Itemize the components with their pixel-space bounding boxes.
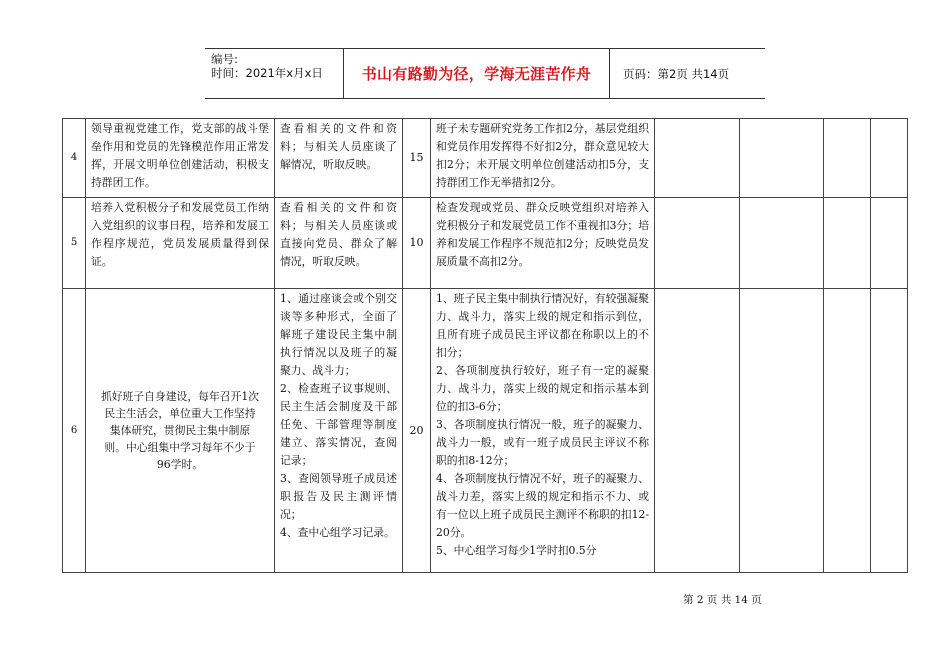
criteria-item: 4、各项制度执行情况不好，班子的凝聚力、战斗力差，落实上级的规定和指示不力、或有一位以上班子成员民主测评不称职的扣12-20分。: [436, 472, 649, 539]
header-motto: 书山有路勤为径，学海无涯苦作舟: [343, 49, 610, 98]
header-meta: [205, 49, 342, 98]
assessment-method: 查看相关的文件和资料；与相关人员座谈了解情况，听取反映。: [275, 119, 403, 198]
content-line: 集体研究，贯彻民主集中制原: [109, 424, 251, 437]
assessment-table: [62, 118, 908, 573]
criteria-item: 2、各项制度执行较好，班子有一定的凝聚力、战斗力，落实上级的规定和指示基本到位的扣3-6分；: [436, 364, 649, 413]
assessment-content: [86, 289, 275, 573]
row-number: 6: [63, 289, 86, 573]
assessment-content: 培养入党积极分子和发展党员工作纳入党组织的议事日程，培养和发展工作程序规范，党员发展质量得到保证。: [86, 198, 275, 289]
blank-cell: [824, 119, 871, 198]
blank-cell: [871, 289, 908, 573]
content-line: 抓好班子自身建设，每年召开1次: [100, 390, 260, 403]
assessment-method: 查看相关的文件和资料；与相关人员座谈或直接向党员、群众了解情况，听取反映。: [275, 198, 403, 289]
content-line: 96学时。: [156, 458, 204, 471]
blank-cell: [740, 289, 824, 573]
blank-cell: [740, 119, 824, 198]
score-value: 10: [403, 198, 431, 289]
assessment-method: [275, 289, 403, 573]
content-line: 民主生活会，单位重大工作坚持: [104, 407, 256, 420]
scoring-criteria: 班子未专题研究党务工作扣2分，基层党组织和党员作用发挥得不好扣2分，群众意见较大扣2分；未开展文明单位创建活动扣5分，支持群团工作无举措扣2分。: [431, 119, 655, 198]
method-item: 2、检查班子议事规则、民主生活会制度及干部任免、干部管理等制度建立、落实情况，查阅记录；: [280, 382, 397, 467]
scoring-criteria: [431, 289, 655, 573]
blank-cell: [740, 198, 824, 289]
criteria-item: 3、各项制度执行情况一般，班子的凝聚力、战斗力一般，或有一班子成员民主评议不称职的扣8-12分；: [436, 418, 649, 467]
score-value: 20: [403, 289, 431, 573]
method-item: 1、通过座谈会或个别交谈等多种形式，全面了解班子建设民主集中制执行情况以及班子的凝聚力、战斗力；: [280, 292, 397, 377]
method-item: 3、查阅领导班子成员述职报告及民主测评情况；: [280, 472, 397, 521]
document-time-label: 时间：2021年x月x日: [211, 66, 323, 80]
document-code-label: 编号:: [211, 52, 238, 66]
row-number: 5: [63, 198, 86, 289]
blank-cell: [655, 198, 740, 289]
assessment-content: 领导重视党建工作，党支部的战斗堡垒作用和党员的先锋模范作用正常发挥，开展文明单位创建活动，积极支持群团工作。: [86, 119, 275, 198]
blank-cell: [655, 119, 740, 198]
blank-cell: [871, 119, 908, 198]
document-header: [205, 48, 765, 99]
table-row: [63, 119, 908, 198]
scoring-criteria: 检查发现或党员、群众反映党组织对培养入党积极分子和发展党员工作不重视扣3分；培养和发展工作程序不规范扣2分；反映党员发展质量不高扣2分。: [431, 198, 655, 289]
blank-cell: [871, 198, 908, 289]
method-item: 4、查中心组学习记录。: [280, 526, 395, 539]
header-page-label: 页码：第2页 共14页: [623, 66, 730, 81]
blank-cell: [655, 289, 740, 573]
content-line: 则。中心组集中学习每年不少于: [104, 441, 256, 454]
blank-cell: [824, 289, 871, 573]
table-row: [63, 289, 908, 573]
blank-cell: [824, 198, 871, 289]
row-number: 4: [63, 119, 86, 198]
table-row: [63, 198, 908, 289]
criteria-item: 1、班子民主集中制执行情况好，有较强凝聚力、战斗力，落实上级的规定和指示到位，且所有班子成员民主评议都在称职以上的不扣分；: [436, 292, 649, 359]
score-value: 15: [403, 119, 431, 198]
page-footer: 第 2 页 共 14 页: [683, 594, 762, 606]
criteria-item: 5、中心组学习每少1学时扣0.5分: [436, 544, 597, 557]
